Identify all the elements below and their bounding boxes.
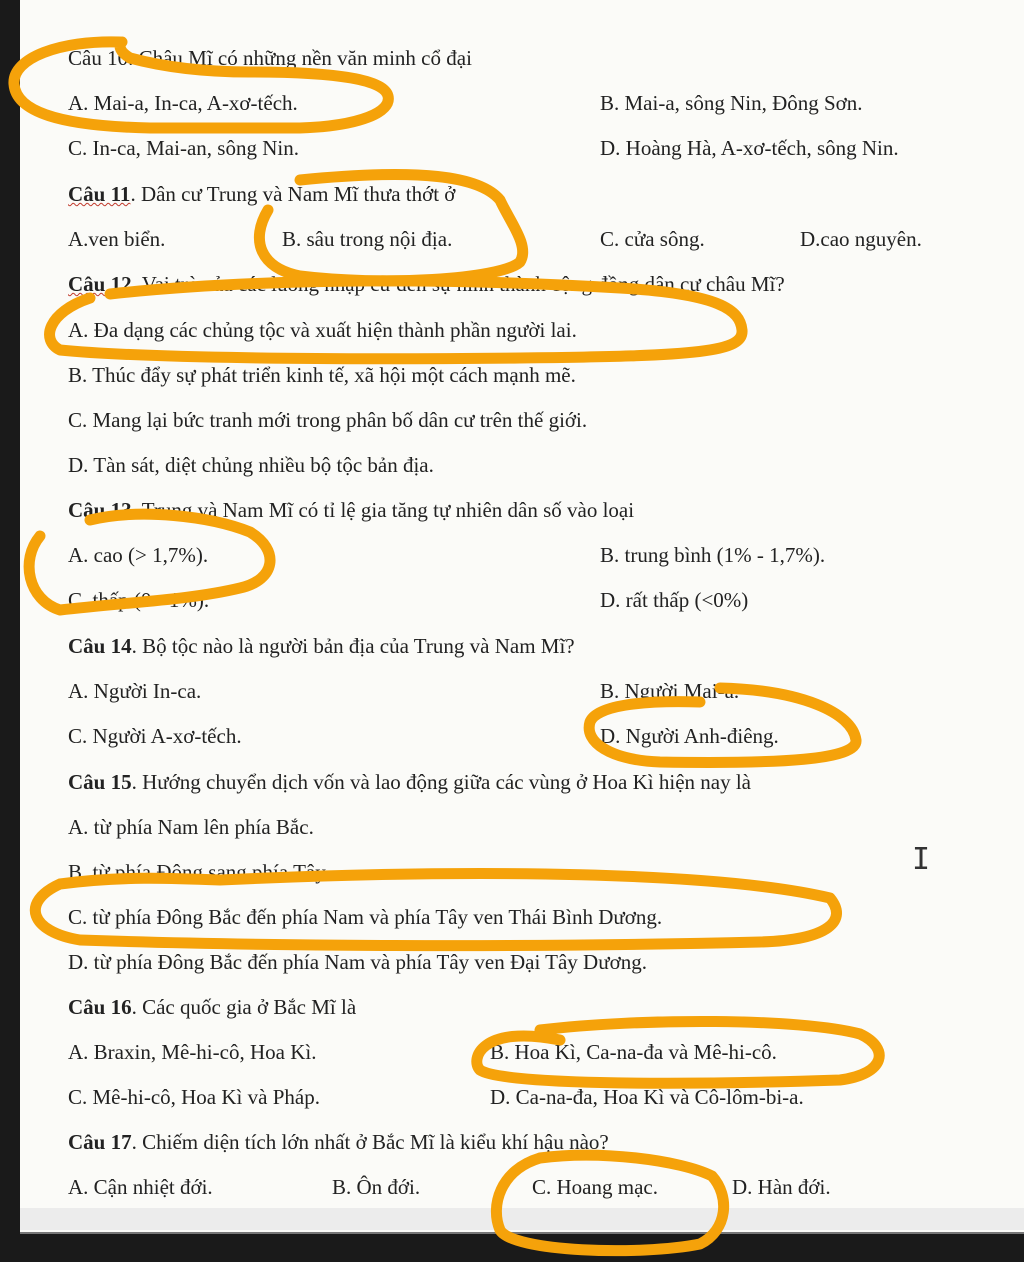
q11-option-c[interactable]: C. cửa sông. bbox=[600, 227, 705, 251]
q14-option-d[interactable]: D. Người Anh-điêng. bbox=[600, 724, 779, 748]
q14-option-c[interactable]: C. Người A-xơ-tếch. bbox=[68, 724, 242, 748]
q12-option-c-row bbox=[20, 408, 1024, 448]
q14-options-row1 bbox=[20, 679, 1024, 719]
q11-option-a[interactable]: A.ven biển. bbox=[68, 227, 166, 251]
question-14 bbox=[20, 634, 1024, 674]
question-12 bbox=[20, 272, 1024, 312]
question-number: Câu 17 bbox=[68, 1130, 132, 1154]
q15-option-b[interactable]: B. từ phía Đông sang phía Tây. bbox=[68, 860, 330, 884]
q12-option-a-row bbox=[20, 318, 1024, 358]
question-stem bbox=[68, 770, 751, 795]
q13-option-d[interactable]: D. rất thấp (<0%) bbox=[600, 588, 749, 612]
question-text: . Các quốc gia ở Bắc Mĩ là bbox=[131, 995, 357, 1019]
question-number: Câu 13 bbox=[68, 498, 132, 522]
question-11 bbox=[20, 182, 1024, 222]
q15-option-b-row bbox=[20, 860, 1024, 900]
q15-option-d-row bbox=[20, 950, 1024, 990]
q15-option-d[interactable]: D. từ phía Đông Bắc đến phía Nam và phía Tây ven Đại Tây Dương. bbox=[68, 950, 647, 974]
question-stem bbox=[68, 995, 356, 1020]
question-text: . Chiếm diện tích lớn nhất ở Bắc Mĩ là kiểu khí hậu nào? bbox=[131, 1130, 609, 1154]
question-stem bbox=[68, 1130, 609, 1155]
q16-option-a[interactable]: A. Braxin, Mê-hi-cô, Hoa Kì. bbox=[68, 1040, 317, 1064]
q13-option-c[interactable]: C. thấp (0 - 1%). bbox=[68, 588, 210, 612]
q13-option-b[interactable]: B. trung bình (1% - 1,7%). bbox=[600, 543, 826, 567]
question-stem bbox=[68, 498, 634, 523]
q10-option-c[interactable]: C. In-ca, Mai-an, sông Nin. bbox=[68, 136, 299, 160]
q16-options-row2 bbox=[20, 1085, 1024, 1125]
question-stem bbox=[68, 272, 785, 297]
question-text: . Dân cư Trung và Nam Mĩ thưa thớt ở bbox=[130, 182, 456, 206]
q10-option-b[interactable]: B. Mai-a, sông Nin, Đông Sơn. bbox=[600, 91, 863, 115]
question-13 bbox=[20, 498, 1024, 538]
q11-option-b[interactable]: B. sâu trong nội địa. bbox=[282, 227, 453, 251]
q17-option-a[interactable]: A. Cận nhiệt đới. bbox=[68, 1175, 213, 1199]
q12-option-b[interactable]: B. Thúc đẩy sự phát triển kinh tế, xã hội một cách mạnh mẽ. bbox=[68, 363, 576, 387]
q17-option-d[interactable]: D. Hàn đới. bbox=[732, 1175, 831, 1199]
q11-options bbox=[20, 227, 1024, 267]
question-15 bbox=[20, 770, 1024, 810]
worksheet-page bbox=[20, 0, 1024, 1234]
q11-option-d[interactable]: D.cao nguyên. bbox=[800, 227, 922, 251]
q12-option-b-row bbox=[20, 363, 1024, 403]
q13-option-a[interactable]: A. cao (> 1,7%). bbox=[68, 543, 209, 567]
page-footer-bar bbox=[20, 1208, 1024, 1230]
question-number: Câu 16 bbox=[68, 995, 132, 1019]
question-stem: Câu 10. Châu Mĩ có những nền văn minh cổ đại bbox=[68, 46, 472, 70]
question-text: . Bộ tộc nào là người bản địa của Trung và Nam Mĩ? bbox=[131, 634, 575, 658]
question-number: Câu 12 bbox=[68, 272, 132, 296]
question-stem bbox=[68, 634, 575, 659]
q17-option-c[interactable]: C. Hoang mạc. bbox=[532, 1175, 658, 1199]
question-text: . Vai trò của các luồng nhập cư đến sự hình thành cộng đồng dân cư châu Mĩ? bbox=[131, 272, 785, 296]
question-stem bbox=[68, 182, 455, 207]
question-16 bbox=[20, 995, 1024, 1035]
q16-option-b[interactable]: B. Hoa Kì, Ca-na-đa và Mê-hi-cô. bbox=[490, 1040, 777, 1064]
question-17 bbox=[20, 1130, 1024, 1170]
q14-option-a[interactable]: A. Người In-ca. bbox=[68, 679, 202, 703]
q16-option-c[interactable]: C. Mê-hi-cô, Hoa Kì và Pháp. bbox=[68, 1085, 320, 1109]
q13-options-row1 bbox=[20, 543, 1024, 583]
question-10 bbox=[20, 46, 1024, 86]
q12-option-d[interactable]: D. Tàn sát, diệt chủng nhiều bộ tộc bản địa. bbox=[68, 453, 434, 477]
question-text: . Hướng chuyển dịch vốn và lao động giữa các vùng ở Hoa Kì hiện nay là bbox=[131, 770, 752, 794]
q10-option-a[interactable]: A. Mai-a, In-ca, A-xơ-tếch. bbox=[68, 91, 298, 115]
q15-option-c-row bbox=[20, 905, 1024, 945]
text-cursor-icon: I bbox=[912, 842, 931, 877]
q10-options-row1 bbox=[20, 91, 1024, 131]
q12-option-c[interactable]: C. Mang lại bức tranh mới trong phân bố dân cư trên thế giới. bbox=[68, 408, 588, 432]
q13-options-row2 bbox=[20, 588, 1024, 628]
q10-option-d[interactable]: D. Hoàng Hà, A-xơ-tếch, sông Nin. bbox=[600, 136, 899, 160]
question-number: Câu 11 bbox=[68, 182, 131, 206]
question-text: . Trung và Nam Mĩ có tỉ lệ gia tăng tự nhiên dân số vào loại bbox=[131, 498, 635, 522]
question-number: Câu 15 bbox=[68, 770, 132, 794]
q16-options-row1 bbox=[20, 1040, 1024, 1080]
q14-options-row2 bbox=[20, 724, 1024, 764]
q12-option-a[interactable]: A. Đa dạng các chủng tộc và xuất hiện thành phần người lai. bbox=[68, 318, 577, 342]
q15-option-a[interactable]: A. từ phía Nam lên phía Bắc. bbox=[68, 815, 314, 839]
q12-option-d-row bbox=[20, 453, 1024, 493]
question-number: Câu 14 bbox=[68, 634, 132, 658]
q16-option-d[interactable]: D. Ca-na-đa, Hoa Kì và Cô-lôm-bi-a. bbox=[490, 1085, 804, 1109]
q15-option-c[interactable]: C. từ phía Đông Bắc đến phía Nam và phía Tây ven Thái Bình Dương. bbox=[68, 905, 663, 929]
q14-option-b[interactable]: B. Người Mai-a. bbox=[600, 679, 740, 703]
q10-options-row2 bbox=[20, 136, 1024, 176]
q17-option-b[interactable]: B. Ôn đới. bbox=[332, 1175, 421, 1199]
q15-option-a-row bbox=[20, 815, 1024, 855]
